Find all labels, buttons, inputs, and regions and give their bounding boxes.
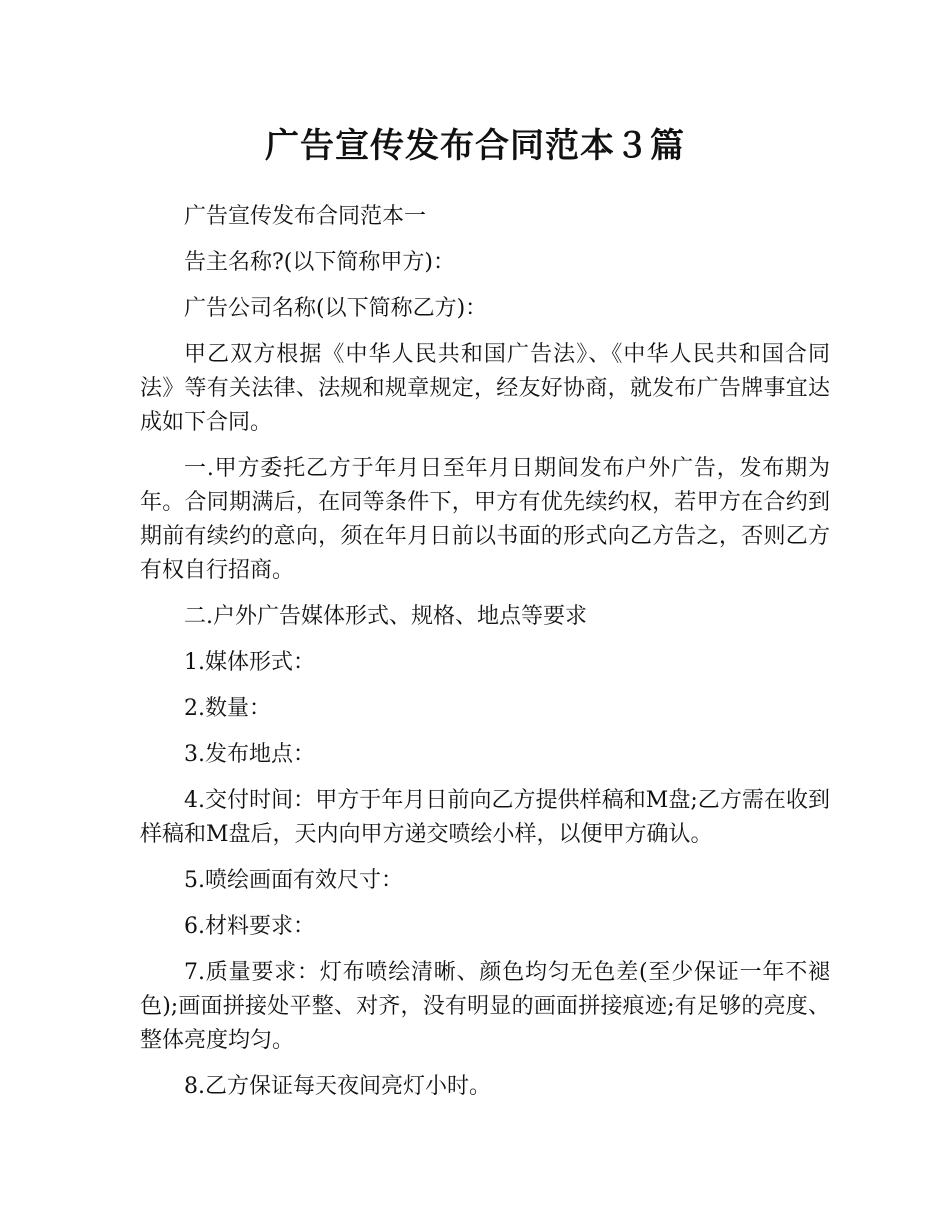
page-title: 广告宣传发布合同范本３篇 — [265, 126, 685, 166]
paragraph-item-8: 8.乙方保证每天夜间亮灯小时。 — [184, 1074, 491, 1099]
paragraph-preamble: 甲乙双方根据《中华人民共和国广告法》、《中华人民共和国合同法》等有关法律、法规和规章规定，经友好协商，就发布广告牌事宜达成如下合同。 — [140, 342, 830, 435]
paragraph-item-3: 3.发布地点： — [184, 742, 315, 767]
paragraph-agency-name: 广告公司名称(以下简称乙方)： — [184, 296, 488, 321]
paragraph-item-6: 6.材料要求： — [184, 914, 315, 939]
paragraph-advertiser-name: 告主名称?(以下简称甲方)： — [184, 250, 455, 275]
paragraph-item-2: 2.数量： — [184, 696, 271, 721]
document-body — [140, 200, 830, 1116]
paragraph-item-7: 7.质量要求：灯布喷绘清晰、颜色均匀无色差(至少保证一年不褪色);画面拼接处平整、对齐，没有明显的画面拼接痕迹;有足够的亮度、整体亮度均匀。 — [140, 960, 830, 1053]
paragraph-clause-2: 二.户外广告媒体形式、规格、地点等要求 — [184, 604, 587, 629]
paragraph-item-4: 4.交付时间：甲方于年月日前向乙方提供样稿和M盘;乙方需在收到样稿和M盘后，天内向甲方递交喷绘小样，以便甲方确认。 — [140, 788, 830, 847]
paragraph-section-heading: 广告宣传发布合同范本一 — [184, 204, 427, 229]
paragraph-item-1: 1.媒体形式： — [184, 650, 315, 675]
paragraph-clause-1: 一.甲方委托乙方于年月日至年月日期间发布户外广告，发布期为年。合同期满后，在同等条件下，甲方有优先续约权，若甲方在合约到期前有续约的意向，须在年月日前以书面的形式向乙方告之，否则乙方有权自行招商。 — [140, 456, 830, 583]
paragraph-item-5: 5.喷绘画面有效尺寸： — [184, 868, 403, 893]
